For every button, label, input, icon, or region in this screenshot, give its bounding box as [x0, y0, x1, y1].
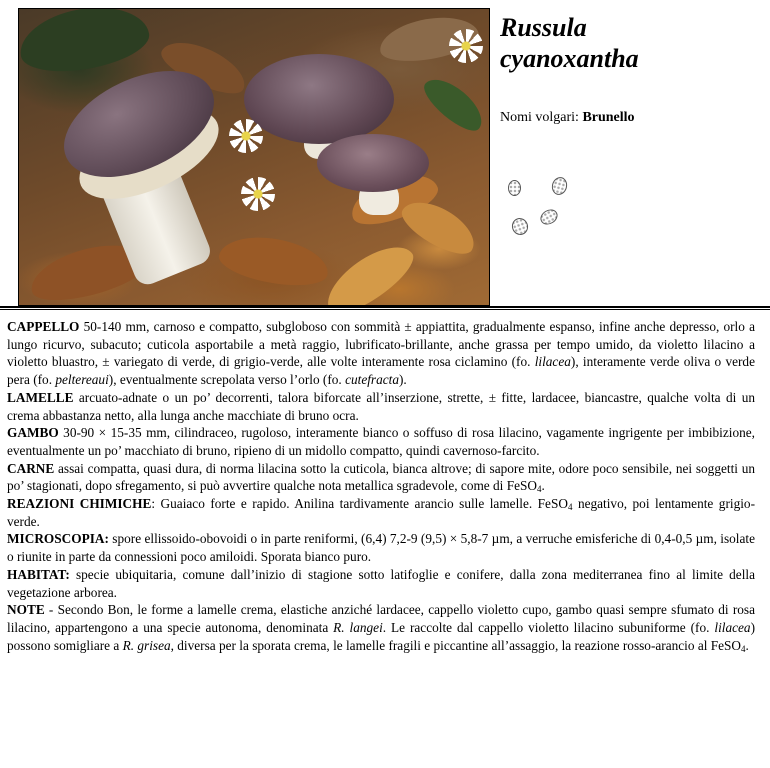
section-text: . Le raccolte dal cappello violetto lilacino subuniforme (fo. — [382, 619, 715, 635]
anemone-flower — [241, 177, 275, 211]
section-text: 30-90 × 15-35 mm, cilindraceo, rugoloso, interamente bianco o soffuso di rosa lilacino, vagamente ingrigente per imbibizione, eventualmente un po’ macchiato di bruno, ripieno di un midollo compatto, quindi cavernoso-farcito. — [7, 425, 755, 458]
section-reazioni — [7, 495, 755, 530]
section-text: - Secondo Bon, le forme a lamelle crema, elastiche anziché lardacee, cappello violetto cupo, gambo quasi sempre sfumato di rosa lilacino, appartengono a una specie autonoma, denominata — [7, 602, 755, 635]
mushroom-cap — [244, 54, 394, 144]
section-text: assai compatta, quasi dura, di norma lilacina sotto la cuticola, bianca altrove; di sapore mite, odore poco sensibile, nei soggetti un po’ stagionati, dopo sfregamento, si può avvertire qualche nota metallica sgradevole, come di FeSO — [7, 460, 755, 494]
section-text: arcuato-adnate o un po’ decorrenti, talora biforcate all’inserzione, strette, ± fitte, lardacee, biancastre, qualche volta di un crema abbastanza netto, alla lunga anche macchiate di bruno ocra. — [7, 389, 755, 423]
section-cappello — [7, 318, 755, 389]
section-text: , diversa per la sporata crema, le lamelle fragili e piccantine all’assaggio, la reazione rosso-arancio al FeSO — [170, 637, 742, 653]
section-microscopia — [7, 530, 755, 565]
section-text: : Guaiaco forte e rapido. Anilina tardivamente arancio sulle lamelle. FeSO — [151, 496, 568, 512]
leaf-shape — [317, 234, 422, 306]
common-names-value: Brunello — [582, 110, 635, 125]
mushroom-photo — [18, 8, 490, 306]
leaf-shape — [418, 70, 490, 138]
section-habitat — [7, 566, 755, 601]
subscript: 4 — [537, 484, 542, 495]
common-names-label: Nomi volgari: — [500, 110, 579, 125]
section-text: 50-140 mm, carnoso e compatto, subgloboso con sommità ± appiattita, gradualmente espanso, infine anche depresso, orlo a lungo ricurvo, subacuto; cuticola asportabile a metà raggio, lubrificato-brillante, anche grassa per tempo umido, da violetto lilacino a violetto bluastro, ± variegato di verde, di grigio-verde, alle volte interamente rosa ciclamino (fo. — [7, 319, 755, 370]
section-gambo — [7, 424, 755, 459]
section-text: spore ellissoido-obovoidi o in parte reniformi, (6,4) 7,2-9 (9,5) × 5,8-7 µm, a verruche emisferiche di 0,4-0,5 µm, isolate o riunite in parte da connessioni poco amiloidi. Sporata bianco puro. — [7, 531, 755, 565]
section-text: ). — [399, 372, 407, 388]
section-text: ), eventualmente screpolata verso l’orlo (fo. — [108, 372, 346, 388]
leaf-shape — [18, 8, 153, 80]
section-text: ) possono somigliare a — [7, 619, 755, 653]
spores-illustration — [500, 170, 580, 250]
section-lamelle — [7, 389, 755, 424]
section-text: specie ubiquitaria, comune dall’inizio di stagione sotto latifoglie e conifere, dalla zona mediterranea fino al limite della vegetazione arborea. — [7, 566, 755, 600]
leaf-shape — [216, 230, 332, 292]
mushroom-cap — [317, 134, 429, 192]
section-label: NOTE — [7, 602, 45, 618]
section-label: MICROSCOPIA: — [7, 531, 109, 547]
anemone-flower — [449, 29, 483, 63]
section-label: GAMBO — [7, 425, 59, 441]
section-text: . — [541, 478, 545, 494]
section-label: CAPPELLO — [7, 319, 80, 334]
anemone-flower — [229, 119, 263, 153]
section-label: CARNE — [7, 460, 55, 476]
section-text: negativo, poi lentamente grigio-verde. — [7, 496, 755, 529]
subscript: 4 — [567, 502, 573, 513]
section-italic: R. langei — [333, 619, 383, 635]
section-label: LAMELLE — [7, 389, 74, 405]
species-description — [7, 318, 755, 654]
spore-icon — [510, 216, 531, 237]
section-italic: R. grisea — [122, 637, 171, 653]
spore-icon — [538, 206, 561, 227]
section-text: . — [745, 637, 749, 653]
section-text: ), interamente verde oliva o verde pera (fo. — [7, 354, 755, 388]
spore-icon — [508, 180, 521, 196]
section-note — [7, 601, 755, 654]
section-carne — [7, 460, 755, 495]
section-label: REAZIONI CHIMICHE — [7, 496, 152, 512]
section-italic: peltereaui — [55, 372, 109, 388]
spore-icon — [550, 175, 569, 196]
subscript: 4 — [741, 643, 746, 654]
section-italic: cutefracta — [345, 372, 399, 388]
section-divider — [0, 306, 770, 310]
title-species: cyanoxantha — [500, 44, 639, 73]
title-genus: Russula — [500, 13, 587, 42]
common-names — [500, 110, 635, 126]
section-italic: lilacea — [714, 619, 751, 635]
section-label: HABITAT: — [7, 566, 70, 582]
section-italic: lilacea — [534, 354, 571, 370]
species-title — [500, 12, 760, 74]
